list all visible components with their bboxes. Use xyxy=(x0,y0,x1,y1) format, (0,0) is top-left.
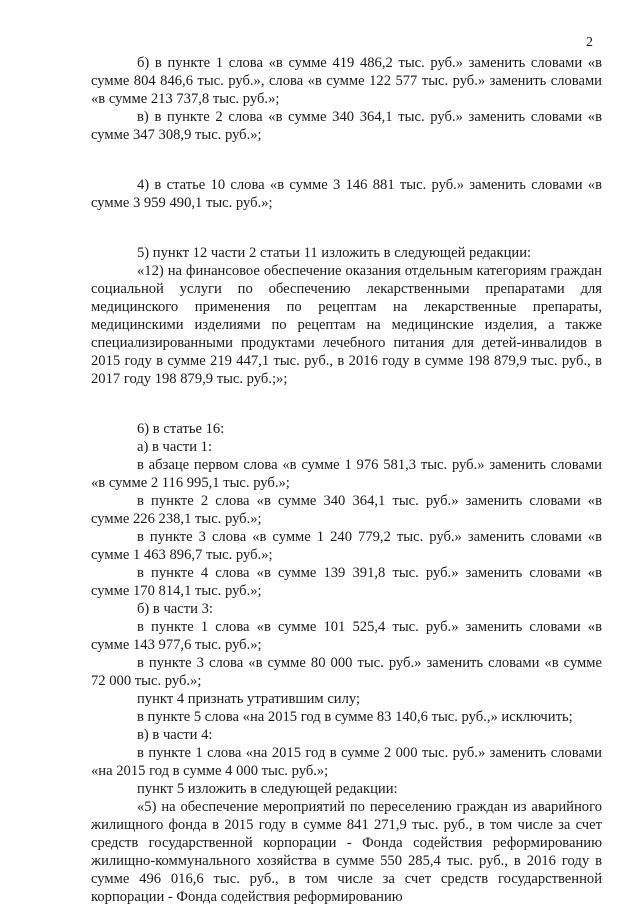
paragraph-abzac-1: в абзаце первом слова «в сумме 1 976 581,3 тыс. руб.» заменить словами «в сумме 2 116 995,1 тыс. руб.»; xyxy=(91,457,602,491)
paragraph-p4-punkt-5-text: «5) на обеспечение мероприятий по переселению граждан из аварийного жилищного фонда в 2015 году в сумме 841 271,9 тыс. руб., в том числе за счет средств государственной корпорации - Фонда содействия реформированию жилищно-коммунального хозяйства в сумме 550 285,4 тыс. руб., в 2016 году в сумме 496 016,6 тыс. руб., в том числе за счет средств государственной корпорации - Фонда содействия реформированию xyxy=(91,799,602,905)
paragraph-punkt-2: в пункте 2 слова «в сумме 340 364,1 тыс. руб.» заменить словами «в сумме 226 238,1 тыс. руб.»; xyxy=(91,493,602,527)
paragraph-p4-punkt-1: в пункте 1 слова «на 2015 год в сумме 2 000 тыс. руб.» заменить словами «на 2015 год в сумме 4 000 тыс. руб.»; xyxy=(91,745,602,779)
paragraph-p3-punkt-3: в пункте 3 слова «в сумме 80 000 тыс. руб.» заменить словами «в сумме 72 000 тыс. руб.»; xyxy=(91,655,602,689)
paragraph-punkt-3: в пункте 3 слова «в сумме 1 240 779,2 тыс. руб.» заменить словами «в сумме 1 463 896,7 тыс. руб.»; xyxy=(91,529,602,563)
paragraph-item-4: 4) в статье 10 слова «в сумме 3 146 881 тыс. руб.» заменить словами «в сумме 3 959 490,1 тыс. руб.»; xyxy=(91,177,602,211)
paragraph-1v: в) в пункте 2 слова «в сумме 340 364,1 тыс. руб.» заменить словами «в сумме 347 308,9 тыс. руб.»; xyxy=(91,109,602,143)
paragraph-p3-punkt-1: в пункте 1 слова «в сумме 101 525,4 тыс. руб.» заменить словами «в сумме 143 977,6 тыс. руб.»; xyxy=(91,619,602,653)
paragraph-part-4: в) в части 4: xyxy=(137,727,213,743)
paragraph-p3-punkt-4: пункт 4 признать утратившим силу; xyxy=(137,691,361,707)
document-body xyxy=(91,54,602,906)
paragraph-p3-punkt-5: в пункте 5 слова «на 2015 год в сумме 83 140,6 тыс. руб.,» исключить; xyxy=(137,709,573,725)
paragraph-p4-punkt-5: пункт 5 изложить в следующей редакции: xyxy=(137,781,398,797)
paragraph-item-12-text: «12) на финансовое обеспечение оказания отдельным категориям граждан социальной услуги по обеспечению лекарственными препаратами для медицинского применения по рецептам на лекарственные препараты, медицинскими изделиями по рецептам на медицинские изделия, а также специализированными продуктами лечебного питания для детей-инвалидов в 2015 году в сумме 219 447,1 тыс. руб., в 2016 году в сумме 198 879,9 тыс. руб., в 2017 году 198 879,9 тыс. руб.;»; xyxy=(91,263,602,387)
paragraph-item-5: 5) пункт 12 части 2 статьи 11 изложить в следующей редакции: xyxy=(137,245,532,261)
page-number: 2 xyxy=(586,35,593,50)
paragraph-punkt-4: в пункте 4 слова «в сумме 139 391,8 тыс. руб.» заменить словами «в сумме 170 814,1 тыс. руб.»; xyxy=(91,565,602,599)
paragraph-item-6: 6) в статье 16: xyxy=(137,421,225,437)
paragraph-part-1: а) в части 1: xyxy=(137,439,213,455)
paragraph-part-3: б) в части 3: xyxy=(137,601,213,617)
paragraph-1b: б) в пункте 1 слова «в сумме 419 486,2 тыс. руб.» заменить словами «в сумме 804 846,6 тыс. руб.», слова «в сумме 122 577 тыс. руб.» заменить словами «в сумме 213 737,8 тыс. руб.»; xyxy=(91,55,602,107)
